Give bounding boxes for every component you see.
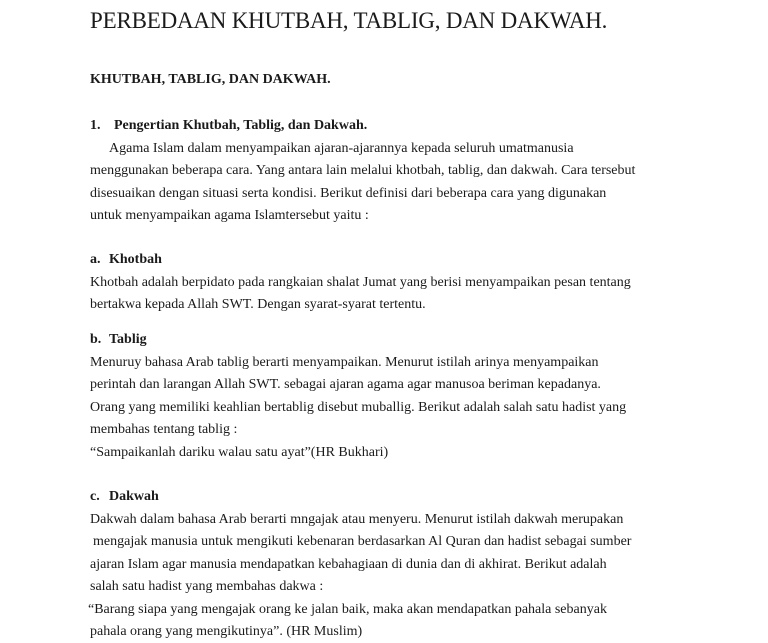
paragraph-line: mengajak manusia untuk mengikuti kebenaran berdasarkan Al Quran dan hadist sebagai sumber xyxy=(93,534,632,550)
tablig-heading xyxy=(90,332,147,348)
hadith-quote: “Barang siapa yang mengajak orang ke jalan baik, maka akan mendapatkan pahala sebanyak xyxy=(88,601,607,617)
dakwah-title: Dakwah xyxy=(109,489,159,504)
khotbah-letter: a. xyxy=(90,252,101,267)
khotbah-paragraph xyxy=(90,272,631,317)
dakwah-letter: c. xyxy=(90,489,100,504)
tablig-paragraph xyxy=(90,352,626,464)
paragraph-line: disesuaikan dengan situasi serta kondisi. Berikut definisi dari beberapa cara yang digunakan xyxy=(90,185,607,201)
section-1-title: Pengertian Khutbah, Tablig, dan Dakwah. xyxy=(114,118,368,133)
tablig-letter: b. xyxy=(90,332,102,347)
document-subtitle: KHUTBAH, TABLIG, DAN DAKWAH. xyxy=(90,72,331,87)
paragraph-line: bertakwa kepada Allah SWT. Dengan syarat-syarat tertentu. xyxy=(90,297,426,313)
paragraph-line: Agama Islam dalam menyampaikan ajaran-ajarannya kepada seluruh umatmanusia xyxy=(109,141,574,156)
paragraph-line: ajaran Islam agar manusia mendapatkan kebahagiaan di dunia dan di akhirat. Berikut adalah xyxy=(90,556,607,572)
dakwah-paragraph xyxy=(90,509,631,643)
khotbah-heading xyxy=(90,252,162,268)
tablig-title: Tablig xyxy=(109,332,147,347)
paragraph-line: Khotbah adalah berpidato pada rangkaian shalat Jumat yang berisi menyampaikan pesan tentang xyxy=(90,275,631,290)
paragraph-line: menggunakan beberapa cara. Yang antara lain melalui khotbah, tablig, dan dakwah. Cara tersebut xyxy=(90,163,636,179)
paragraph-line: untuk menyampaikan agama Islamtersebut yaitu : xyxy=(90,208,369,224)
hadith-quote-continued: pahala orang yang mengikutinya”. (HR Muslim) xyxy=(90,624,363,640)
section-1-heading xyxy=(90,118,367,134)
dakwah-heading xyxy=(90,489,159,505)
paragraph-line: Menuruy bahasa Arab tablig berarti menyampaikan. Menurut istilah arinya menyampaikan xyxy=(90,355,599,370)
paragraph-line: Dakwah dalam bahasa Arab berarti mngajak atau menyeru. Menurut istilah dakwah merupakan xyxy=(90,512,624,527)
section-1-number: 1. xyxy=(90,118,101,133)
paragraph-line: Orang yang memiliki keahlian bertablig disebut muballig. Berikut adalah salah satu hadist yang xyxy=(90,399,627,415)
paragraph-line: salah satu hadist yang membahas dakwa : xyxy=(90,579,324,595)
document-title: PERBEDAAN KHUTBAH, TABLIG, DAN DAKWAH. xyxy=(90,8,608,33)
khotbah-title: Khotbah xyxy=(109,252,162,267)
section-1-paragraph xyxy=(90,138,635,228)
hadith-quote: “Sampaikanlah dariku walau satu ayat”(HR Bukhari) xyxy=(90,444,389,460)
paragraph-line: membahas tentang tablig : xyxy=(90,422,238,438)
paragraph-line: perintah dan larangan Allah SWT. sebagai ajaran agama agar manusoa beriman kepadanya. xyxy=(90,377,601,393)
